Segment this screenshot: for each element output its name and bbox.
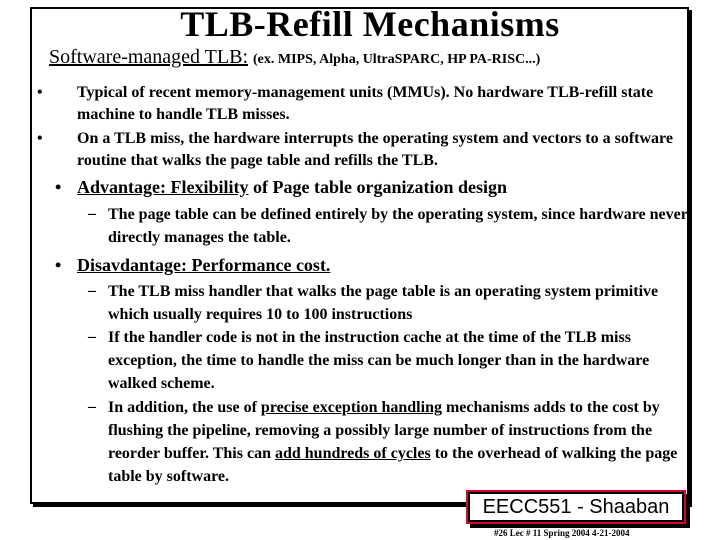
hundreds-cycles-emphasis: add hundreds of cycles: [274, 445, 431, 462]
sub-bullet-marker: –: [88, 205, 96, 222]
slide-subtitle: [49, 45, 540, 72]
sub-bullet-marker: –: [88, 282, 96, 299]
bullet-marker: •: [55, 255, 62, 275]
sub-bullet-text: [108, 396, 688, 488]
advantage-rest: of Page table organization design: [248, 177, 507, 197]
sub-bullet-text: The TLB miss handler that walks the page table is an operating system primitive which usually requires 10 to 100 instructions: [108, 283, 659, 323]
text-segment: mechanisms adds to the cost by flushing the pipeline, removing a possibly large number of instructions from the reorder buffer. This can: [108, 399, 660, 462]
sub-bullet-text: If the handler code is not in the instruction cache at the time of the TLB miss exception, the time to handle the miss can be much longer than in the hardware walked scheme.: [108, 329, 650, 392]
sub-bullet-text: The page table can be defined entirely by the operating system, since hardware never directly manages the table.: [108, 206, 688, 246]
slide-title: TLB-Refill Mechanisms: [180, 4, 560, 44]
disadvantage-heading: [77, 253, 330, 277]
text-segment: to the overhead of walking the page table by software.: [108, 445, 678, 485]
bullet-marker: •: [55, 177, 62, 197]
sub-bullet-marker: –: [88, 398, 96, 415]
bullet-text: Typical of recent memory-management units (MMUs). No hardware TLB-refill state machine to handle TLB misses.: [77, 84, 654, 123]
text-segment: In addition, the use of: [108, 399, 261, 416]
subtitle-note: (ex. MIPS, Alpha, UltraSPARC, HP PA-RISC...): [253, 52, 541, 67]
precise-exception-link: precise exception handling: [260, 399, 442, 416]
course-badge: EECC551 - Shaaban: [468, 492, 684, 522]
bullet-text: On a TLB miss, the hardware interrupts the operating system and vectors to a software routine that walks the page table and refills the TLB.: [77, 130, 673, 169]
disadvantage-label: Disavdantage: Performance cost.: [77, 255, 331, 275]
sub-bullet-marker: –: [88, 328, 96, 345]
advantage-label: Advantage: Flexibility: [77, 177, 249, 197]
bullet-marker: •: [37, 130, 43, 147]
subtitle-main: Software-managed TLB:: [49, 46, 249, 68]
advantage-heading: [77, 175, 507, 199]
bullet-marker: •: [37, 84, 43, 101]
slide-footer: #26 Lec # 11 Spring 2004 4-21-2004: [494, 528, 630, 538]
